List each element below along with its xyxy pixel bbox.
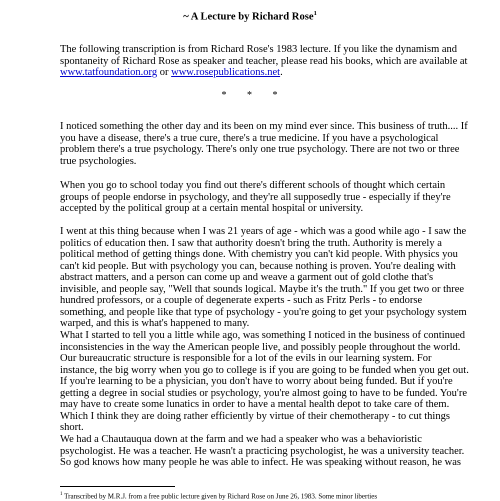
paragraph-line: warped, and this is what's happened to many. [60, 318, 250, 329]
paragraph-line: I noticed something the other day and its been on my mind ever since. This business of truth.... If [60, 121, 468, 132]
intro-links-line [60, 67, 448, 79]
title-footnote-mark[interactable]: 1 [313, 10, 317, 17]
paragraph-line: can't kid people. But with psychology you can, because nothing is proven. You're dealing with [60, 260, 456, 272]
rosepublications-link[interactable]: www.rosepublications.net [171, 67, 281, 78]
paragraph-line: something, and people like that type of psychology - you're going to get your psychology system [60, 306, 467, 318]
body-paragraph-5 [60, 434, 465, 469]
intro-line: spontaneity of Richard Rose as speaker and teacher, please read his books, which are available at [60, 55, 468, 67]
paragraph-line: short. [60, 422, 84, 433]
paragraph-line: When you go to school today you find out there's different schools of thought which certain [60, 180, 446, 191]
paragraph-line: invisible, and people say, "Well that sounds logical. Maybe it's the truth." If you get two or three [60, 283, 465, 295]
paragraph-line: So god knows how many people he was able to infect. He was speaking without reason, he was [60, 457, 461, 468]
paragraph-line: problem there's a true psychology. There's only one true psychology. There are not two or three [60, 144, 460, 155]
paragraph-line: you have a disease, there's a true cure, there's a true medicine. If you have a psychological [60, 132, 439, 144]
paragraph-line: may have to create some lunatics in order to have a mental health depot to take care of them. [60, 399, 450, 410]
title-text: ~ A Lecture by Richard Rose [183, 11, 314, 23]
intro-line: The following transcription is from Richard Rose's 1983 lecture. If you like the dynamism and [60, 44, 458, 55]
paragraph-line: hundred professors, or a couple of degenerate experts - such as Fritz Perls - to endorse [60, 295, 423, 306]
footnote-mark: 1 [60, 492, 63, 497]
paragraph-line: abstract matters, and a person can come up and weave a garment out of gold clothe that's [60, 272, 434, 283]
paragraph-line: What I started to tell you a little while ago, was something I noticed in the business of continued [60, 330, 466, 341]
paragraph-line: accepted by the political group at a certain mental hospital or university. [60, 203, 364, 214]
intro-period: . [280, 67, 283, 78]
paragraph-line: Our bureaucratic structure is responsible for a lot of the evils in our learning system. For [60, 353, 432, 364]
body-paragraph-4 [60, 330, 469, 434]
paragraph-line: Which I think they are doing rather efficiently by virtue of their chemotherapy - to cut things [60, 410, 450, 422]
paragraph-line: I went at this thing because when I was 21 years of age - which was a good while ago - I saw the [60, 226, 467, 237]
body-paragraph-1 [60, 121, 468, 167]
tatfoundation-link[interactable]: www.tatfoundation.org [60, 67, 158, 78]
paragraph-line: We had a Chautauqua down at the farm and we had a speaker who was a behavioristic [60, 434, 422, 445]
section-separator: * * * [221, 90, 279, 101]
paragraph-line: inconsistencies in the way the American people live, and possibly people throughout the world. [60, 341, 461, 353]
body-paragraph-2 [60, 180, 451, 215]
paragraph-line: getting a degree in social studies or psychology, you're almost going to have to be funded. You're [60, 387, 467, 399]
intro-paragraph [60, 44, 468, 79]
footnote [60, 490, 460, 501]
body-paragraph-3 [60, 226, 467, 330]
paragraph-line: groups of people endorse in psychology, and they're all supposedly true - especially if they're [60, 191, 451, 203]
footnote-text: Transcribed by M.R.J. from a free public lecture given by Richard Rose on June 26, 1983. Some minor liberties [62, 492, 378, 501]
paragraph-line: psychologist. He was a teacher. He wasn't a practicing psychologist, he was a university teacher. [60, 445, 465, 457]
footnote-divider [60, 486, 175, 487]
paragraph-line: instance, the big worry when you go to college is if you are going to be funded when you get out. [60, 364, 469, 376]
paragraph-line: political method of getting things done. With chemistry you can't kid people. With physics you [60, 249, 458, 260]
paragraph-line: true psychologies. [60, 155, 137, 167]
page-title [0, 8, 500, 24]
intro-connector: or [157, 67, 172, 78]
paragraph-line: If you're learning to be a physician, you don't have to worry about being funded. But if you're [60, 376, 453, 387]
paragraph-line: politics of education then. I saw that authority doesn't bring the truth. Authority is merely a [60, 237, 442, 249]
